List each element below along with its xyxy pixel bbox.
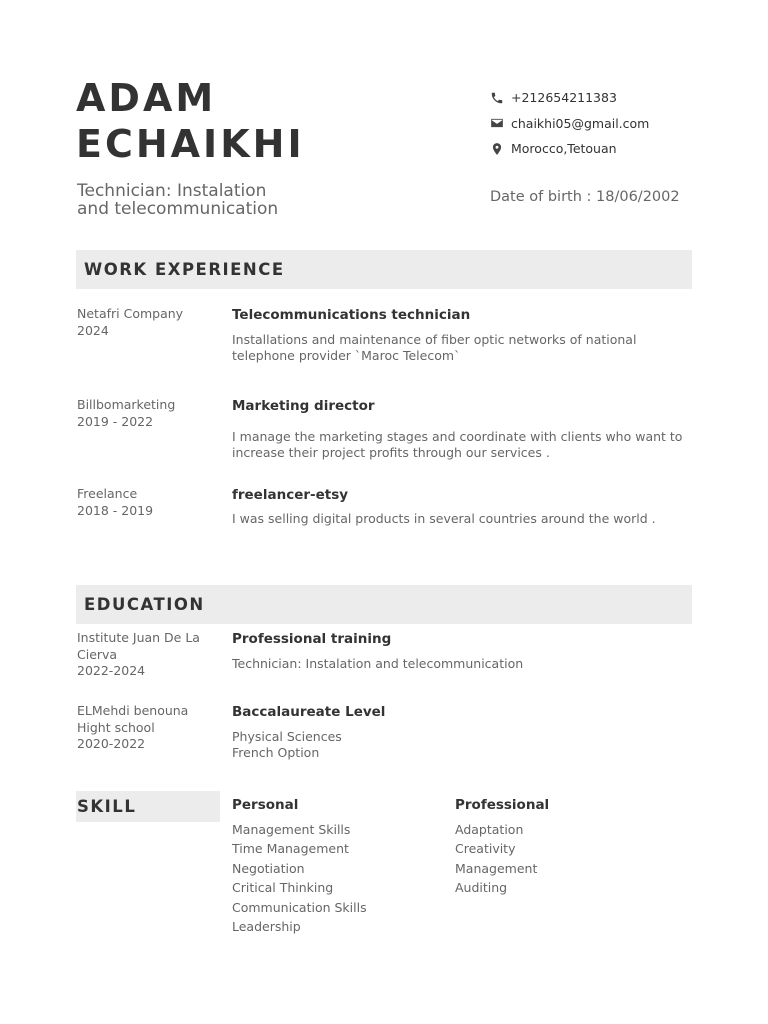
description-line: I was selling digital products in several countries around the world . (232, 511, 656, 526)
dates: 2018 - 2019 (77, 502, 154, 518)
personal-skills (232, 796, 442, 936)
role: freelancer-etsy (232, 487, 349, 503)
degree-detail: Physical Sciences (232, 729, 342, 744)
skill-header (76, 791, 220, 822)
description-line: telephone provider `Maroc Telecom` (232, 348, 461, 363)
skill-item: Negotiation (232, 860, 305, 876)
description-line: increase their project profits through our services . (232, 445, 550, 460)
description-line: Installations and maintenance of fiber optic networks of national (232, 332, 637, 347)
work-item-1-meta (77, 306, 227, 339)
skill-item: Critical Thinking (232, 880, 334, 896)
skill-item: Communication Skills (232, 899, 367, 915)
work-experience-header (76, 250, 692, 289)
professional-skills (455, 796, 665, 898)
work-item-3-meta (77, 486, 227, 519)
section-title: WORK EXPERIENCE (84, 260, 285, 279)
degree-detail: French Option (232, 745, 320, 760)
last-name: ECHAIKHI (76, 122, 305, 166)
skill-item: Auditing (455, 880, 508, 896)
education-item-1-meta (77, 630, 227, 680)
email-text: chaikhi05@gmail.com (511, 115, 650, 131)
role: Telecommunications technician (232, 307, 471, 323)
work-item-2-detail (232, 397, 687, 461)
section-title: EDUCATION (84, 595, 205, 614)
candidate-name (76, 75, 456, 167)
degree: Professional training (232, 631, 392, 647)
school-line: Cierva (77, 646, 118, 662)
school-line: Institute Juan De La (77, 630, 200, 645)
dates: 2020-2022 (77, 736, 146, 751)
skill-column-title: Personal (232, 797, 299, 813)
contact-info (490, 85, 730, 162)
work-item-3-detail (232, 486, 687, 527)
skill-item: Management (455, 860, 538, 876)
location-pin-icon (490, 142, 504, 156)
education-item-2-meta (77, 703, 227, 753)
company: Freelance (77, 486, 138, 501)
skill-item: Adaptation (455, 822, 524, 837)
skill-item: Management Skills (232, 822, 351, 837)
phone-text: +212654211383 (511, 90, 617, 106)
school-line: Hight school (77, 719, 155, 735)
work-item-2-meta (77, 397, 227, 430)
role: Marketing director (232, 398, 375, 414)
job-title-line1: Technician: Instalation (77, 181, 267, 201)
company: Netafri Company (77, 306, 184, 321)
location-text: Morocco,Tetouan (511, 141, 617, 157)
degree: Baccalaureate Level (232, 704, 386, 720)
contact-phone (490, 85, 730, 111)
education-header (76, 585, 692, 624)
skill-column-title: Professional (455, 797, 550, 813)
skill-item: Time Management (232, 841, 349, 857)
dates: 2019 - 2022 (77, 413, 154, 429)
degree-detail: Technician: Instalation and telecommunication (232, 656, 524, 671)
section-title: SKILL (77, 797, 137, 816)
contact-location (490, 136, 730, 162)
education-item-1-detail (232, 630, 687, 672)
mail-icon (490, 116, 504, 130)
contact-email (490, 111, 730, 137)
phone-icon (490, 91, 504, 105)
education-item-2-detail (232, 703, 687, 761)
work-item-1-detail (232, 306, 687, 364)
first-name: ADAM (76, 76, 217, 120)
date-of-birth: Date of birth : 18/06/2002 (490, 189, 680, 205)
skill-item: Leadership (232, 919, 301, 935)
job-title (77, 182, 337, 218)
skill-item: Creativity (455, 841, 516, 857)
dates: 2022-2024 (77, 663, 146, 678)
job-title-line2: and telecommunication (77, 199, 279, 219)
school-line: ELMehdi benouna (77, 703, 189, 718)
description-line: I manage the marketing stages and coordinate with clients who want to (232, 429, 683, 444)
dates: 2024 (77, 322, 109, 338)
company: Billbomarketing (77, 397, 176, 412)
